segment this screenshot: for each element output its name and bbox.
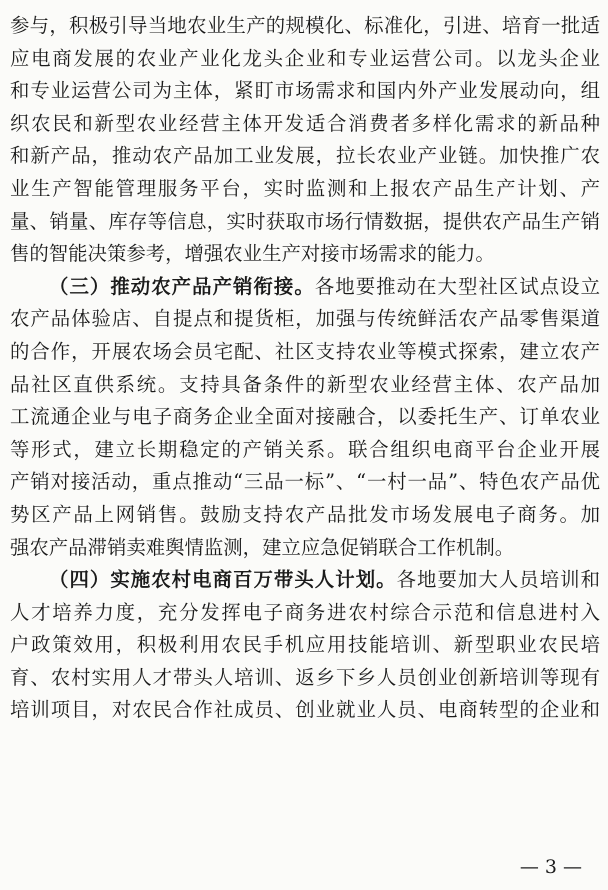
section-heading: （三）推动农产品产销衔接。 bbox=[49, 274, 315, 298]
section-heading-line-text: 各地要加大人员培训和 bbox=[396, 568, 601, 592]
text-line: 和新产品，推动农产品加工业发展，拉长农业产业链。加快推广农 bbox=[10, 144, 600, 168]
text-line: 业生产智能管理服务平台，实时监测和上报农产品生产计划、产 bbox=[10, 176, 600, 200]
text-line: 的合作，开展农场会员宅配、社区支持农业等模式探索，建立农产 bbox=[10, 339, 600, 363]
text-line: 势区产品上网销售。鼓励支持农产品批发市场发展电子商务。加 bbox=[10, 502, 600, 526]
text-line: 强农产品滞销卖难舆情监测，建立应急促销联合工作机制。 bbox=[10, 535, 515, 559]
text-line: 织农民和新型农业经营主体开发适合消费者多样化需求的新品种 bbox=[10, 111, 600, 135]
text-line: 量、销量、库存等信息，实时获取市场行情数据，提供农产品生产销 bbox=[10, 209, 600, 233]
text-line: 工流通企业与电子商务企业全面对接融合，以委托生产、订单农业 bbox=[10, 405, 600, 429]
page-number: — 3 — bbox=[519, 856, 582, 878]
text-line: 和专业运营公司为主体，紧盯市场需求和国内外产业发展动向，组 bbox=[10, 79, 600, 103]
text-line: 育、农村实用人才带头人培训、返乡下乡人员创业创新培训等现有 bbox=[10, 665, 600, 689]
text-line: 应电商发展的农业产业化龙头企业和专业运营公司。以龙头企业 bbox=[10, 46, 600, 70]
text-line: 人才培养力度，充分发挥电子商务进农村综合示范和信息进村入 bbox=[10, 600, 600, 624]
text-line: 品社区直供系统。支持具备条件的新型农业经营主体、农产品加 bbox=[10, 372, 600, 396]
section-heading: （四）实施农村电商百万带头人计划。 bbox=[49, 568, 397, 592]
section-heading-line bbox=[10, 271, 600, 304]
text-line: 售的智能决策参考，增强农业生产对接市场需求的能力。 bbox=[10, 242, 495, 266]
text-line: 等形式，建立长期稳定的产销关系。联合组织电商平台企业开展 bbox=[10, 437, 600, 461]
text-line: 培训项目，对农民合作社成员、创业就业人员、电商转型的企业和 bbox=[10, 698, 600, 722]
section-heading-line bbox=[10, 564, 600, 597]
section-heading-line-text: 各地要推动在大型社区试点设立 bbox=[314, 274, 601, 298]
text-line: 农产品体验店、自提点和提货柜，加强与传统鲜活农产品零售渠道 bbox=[10, 307, 600, 331]
text-line: 产销对接活动，重点推动“三品一标”、“一村一品”、特色农产品优 bbox=[10, 470, 600, 494]
body-text bbox=[10, 10, 600, 727]
text-line: 参与，积极引导当地农业生产的规模化、标准化，引进、培育一批适 bbox=[10, 14, 600, 37]
text-line: 户政策效用，积极利用农民手机应用技能培训、新型职业农民培 bbox=[10, 633, 600, 657]
